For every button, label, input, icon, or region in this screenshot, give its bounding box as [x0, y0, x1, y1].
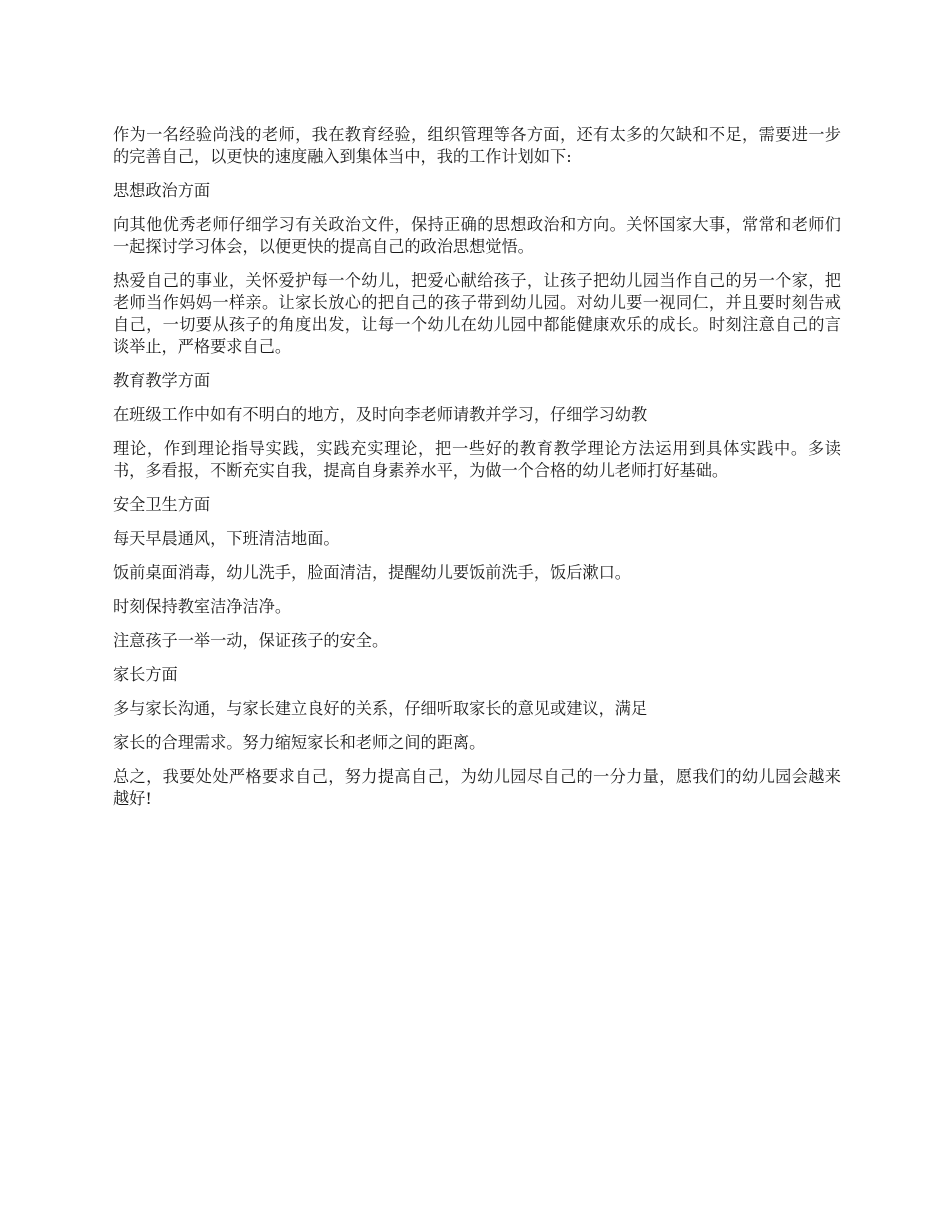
- paragraph: 每天早晨通风，下班清洁地面。: [113, 529, 340, 548]
- paragraph: 时刻保持教室洁净洁净。: [113, 597, 292, 616]
- paragraph: 注意孩子一举一动，保证孩子的安全。: [113, 631, 389, 650]
- conclusion-paragraph: 总之，我要处处严格要求自己，努力提高自己，为幼儿园尽自己的一分力量，愿我们的幼儿园会越来越好!: [113, 767, 841, 808]
- section-heading-safety: 安全卫生方面: [113, 495, 211, 514]
- paragraph: 理论，作到理论指导实践，实践充实理论，把一些好的教育教学理论方法运用到具体实践中。多读书，多看报，不断充实自我，提高自身素养水平，为做一个合格的幼儿老师打好基础。: [113, 439, 841, 480]
- intro-paragraph: 作为一名经验尚浅的老师，我在教育经验，组织管理等各方面，还有太多的欠缺和不足，需要进一步的完善自己，以更快的速度融入到集体当中，我的工作计划如下:: [113, 125, 841, 166]
- paragraph: 家长的合理需求。努力缩短家长和老师之间的距离。: [113, 733, 486, 752]
- paragraph: 饭前桌面消毒，幼儿洗手，脸面清洁，提醒幼儿要饭前洗手，饭后漱口。: [113, 563, 631, 582]
- paragraph: 多与家长沟通，与家长建立良好的关系，仔细听取家长的意见或建议，满足: [113, 699, 648, 718]
- section-heading-political: 思想政治方面: [113, 181, 211, 200]
- paragraph: 热爱自己的事业，关怀爱护每一个幼儿，把爱心献给孩子，让孩子把幼儿园当作自己的另一个家，把老师当作妈妈一样亲。让家长放心的把自己的孩子带到幼儿园。对幼儿要一视同仁，并且要时刻告戒自己，一切要从孩子的角度出发，让每一个幼儿在幼儿园中都能健康欢乐的成长。时刻注意自己的言谈举止，严格要求自己。: [113, 271, 841, 356]
- paragraph: 在班级工作中如有不明白的地方，及时向李老师请教并学习，仔细学习幼教: [113, 405, 648, 424]
- document-body: [113, 124, 841, 822]
- section-heading-parents: 家长方面: [113, 665, 178, 684]
- paragraph: 向其他优秀老师仔细学习有关政治文件，保持正确的思想政治和方向。关怀国家大事，常常和老师们一起探讨学习体会，以便更快的提高自己的政治思想觉悟。: [113, 215, 841, 256]
- section-heading-teaching: 教育教学方面: [113, 371, 211, 390]
